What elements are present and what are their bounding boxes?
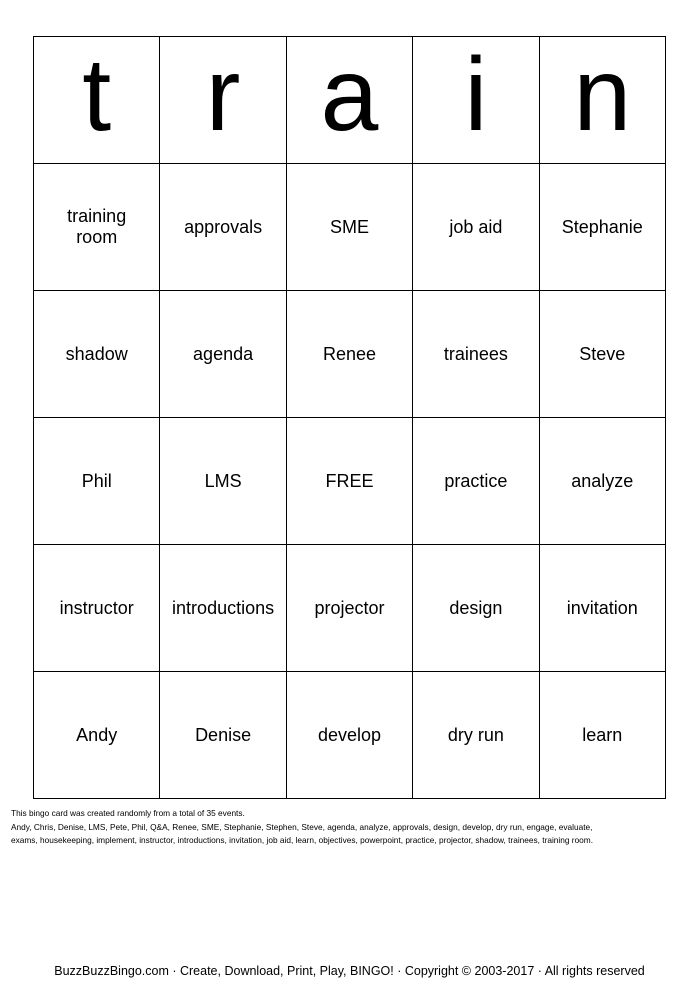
info-summary: This bingo card was created randomly from a total of 35 events. [11, 808, 245, 818]
card-cell: invitation [539, 545, 665, 672]
card-cell: training room [34, 164, 160, 291]
card-cell: Renee [286, 291, 412, 418]
card-info [11, 807, 695, 848]
info-event-list: exams, housekeeping, implement, instructor, introductions, invitation, job aid, learn, objectives, powerpoint, practice, projector, shadow, trainees, training room. [11, 835, 594, 845]
card-cell: Andy [34, 672, 160, 799]
card-row [34, 545, 666, 672]
card-cell: Steve [539, 291, 665, 418]
info-event-list: Andy, Chris, Denise, LMS, Pete, Phil, Q&A, Renee, SME, Stephanie, Stephen, Steve, agenda, analyze, approvals, design, develop, dry run, engage, evaluate, [11, 821, 593, 832]
header-letter: i [413, 37, 539, 164]
card-cell: learn [539, 672, 665, 799]
card-cell: job aid [413, 164, 539, 291]
card-cell: practice [413, 418, 539, 545]
card-cell: SME [286, 164, 412, 291]
free-space-cell: FREE [286, 418, 412, 545]
card-cell: design [413, 545, 539, 672]
card-row [34, 291, 666, 418]
header-letter: a [286, 37, 412, 164]
card-cell: projector [286, 545, 412, 672]
card-cell: trainees [413, 291, 539, 418]
card-cell: introductions [160, 545, 286, 672]
card-cell: Denise [160, 672, 286, 799]
card-row [34, 672, 666, 799]
card-cell: LMS [160, 418, 286, 545]
bingo-card [33, 36, 666, 799]
card-cell: shadow [34, 291, 160, 418]
card-cell: develop [286, 672, 412, 799]
card-row [34, 164, 666, 291]
card-cell: Stephanie [539, 164, 665, 291]
header-letter: n [539, 37, 665, 164]
footer-credit: BuzzBuzzBingo.com · Create, Download, Print, Play, BINGO! · Copyright © 2003-2017 · All rights reserved [54, 964, 645, 978]
card-cell: dry run [413, 672, 539, 799]
header-letter: r [160, 37, 286, 164]
card-cell: instructor [34, 545, 160, 672]
card-row [34, 418, 666, 545]
card-cell: approvals [160, 164, 286, 291]
card-cell: agenda [160, 291, 286, 418]
header-row [34, 37, 666, 164]
card-cell: analyze [539, 418, 665, 545]
card-cell: Phil [34, 418, 160, 545]
header-letter: t [34, 37, 160, 164]
